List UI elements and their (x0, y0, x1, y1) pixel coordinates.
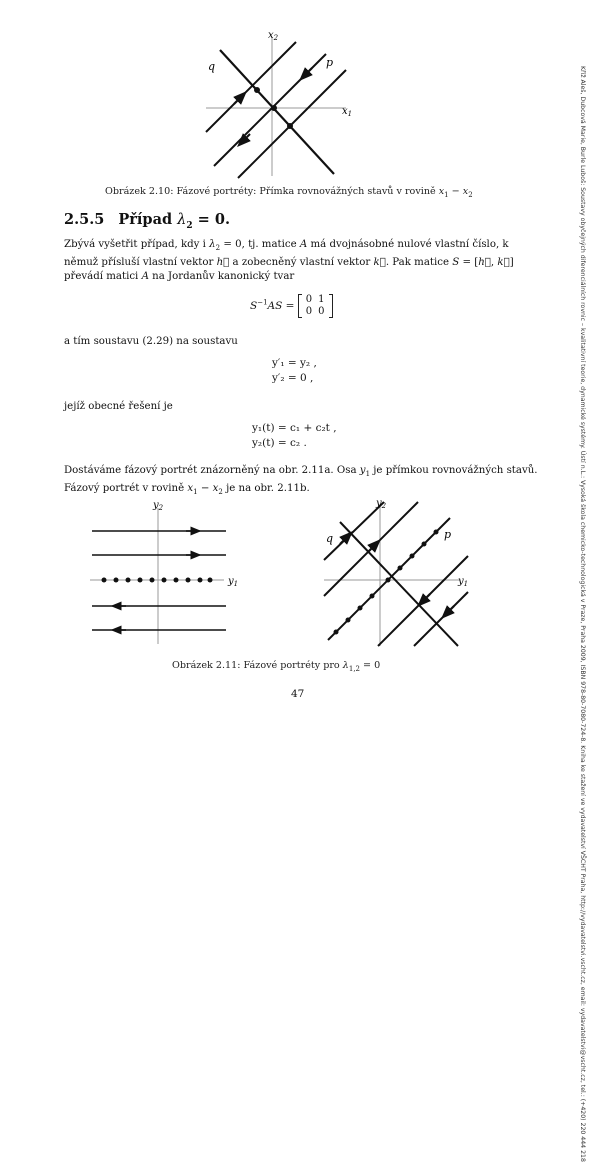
equation-solution: y₁(t) = c₁ + c₂t , y₂(t) = c₂ . (252, 422, 337, 449)
figure-2-11a (86, 498, 256, 646)
trajectory-4 (414, 592, 468, 646)
paragraph-4: Dostáváme fázový portrét znázorněný na obr. 2.11a. Osa $y_1$ je přímkou rovnovážných stavů. Fázový portrét v rovině $x_1 - x_2$ je na obr. 2.11b. (64, 465, 538, 496)
line-q (220, 50, 334, 174)
arrow-4 (404, 640, 412, 648)
figure-2-10-caption: Obrázek 2.10: Fázové portréty: Přímka rovnovážných stavů v rovině $x_1 - x_2$ (105, 186, 473, 199)
page-number: 47 (291, 688, 305, 700)
section-number: 2.5.5 (64, 211, 105, 228)
equation-jordan: $S^{-1}AS$ = 0 1 0 0 (250, 294, 333, 318)
equilibrium-point (254, 87, 260, 93)
arrow-5 (446, 606, 454, 614)
label-y1: $y_1$ (458, 576, 469, 588)
paragraph-3: jejíž obecné řešení je (64, 401, 173, 412)
paragraph-1: Zbývá vyšetřit případ, kdy i $\lambda_2 = 0$, tj. matice A má dvojnásobné nulové vlastní číslo, k němuž přísluší vlastní vektor h⃗ a zobecněný vlastní vektor k⃗. Pak matice S = [h⃗, k⃗] převádí matici A na Jordanův kanonický tvar (64, 239, 514, 283)
figure-2-11-caption: Obrázek 2.11: Fázové portréty pro $\lambda_{1,2} = 0$ (172, 660, 381, 673)
figure-2-10 (198, 28, 358, 180)
label-y2: $y_2$ (376, 498, 387, 510)
arrow-2 (304, 68, 312, 76)
label-y1: $y_1$ (228, 576, 239, 588)
arrow-1 (340, 536, 348, 544)
trajectory-1 (324, 502, 384, 560)
arrow-2 (368, 544, 376, 552)
label-p: p (444, 528, 452, 541)
arrow-1 (234, 96, 242, 104)
equilibrium-point (287, 123, 293, 129)
jordan-matrix: 0 1 0 0 (298, 294, 333, 318)
label-p: p (326, 56, 334, 69)
label-y2: $y_2$ (153, 500, 164, 512)
section-title: Případ $\lambda_2 = 0$. (118, 211, 231, 231)
label-x2: $x_2$ (268, 30, 279, 42)
equation-system-1: y′₁ = y₂ , y′₂ = 0 , (272, 357, 317, 384)
side-note-text: Kříž Aleš, Dubcová Marie, Burle Luboš: Soustavy obyčejných diferenciálních rovnic – kvalitativní teorie, dynamické systémy. Ústí n.L.: Vysoká škola chemicko-technologická v Praze, Praha 2009, ISBN 978-80-7080-724-8. Kniha ke stažení ve vydavatelství VŠCHT Praha, http://vydavatelstvi.vscht.cz, email: vydavatelstvi@vscht.cz, tel.: (+420) 220 444 218 (579, 66, 586, 1162)
label-q: q (208, 60, 216, 73)
section-heading (64, 211, 230, 231)
equilibrium-point (271, 105, 277, 111)
side-note (574, 66, 588, 1162)
label-x1: $x_1$ (342, 106, 353, 118)
label-q: q (326, 532, 334, 545)
figure-2-11b (318, 496, 478, 648)
arrow-3 (422, 594, 430, 602)
paragraph-2: a tím soustavu (2.29) na soustavu (64, 336, 238, 347)
